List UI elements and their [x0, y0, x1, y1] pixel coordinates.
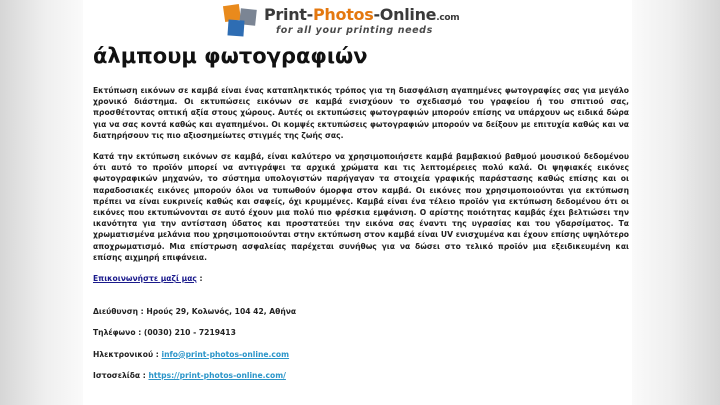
contact-heading	[93, 273, 629, 284]
email-label: Ηλεκτρονικού :	[93, 349, 162, 359]
photos-logo-icon	[218, 3, 262, 39]
logo-tagline: for all your printing needs	[276, 25, 433, 36]
contact-heading-colon: :	[196, 274, 203, 284]
logo-wordmark	[264, 5, 459, 24]
contact-us-link[interactable]: Επικοινωνήστε μαζί μας	[93, 274, 197, 284]
page-title: άλμπουμ φωτογραφιών	[93, 44, 368, 68]
address-value: Ηρούς 29, Κολωνός, 104 42, Αθήνα	[146, 307, 297, 317]
left-gray-band	[0, 0, 83, 405]
intro-paragraph: Εκτύπωση εικόνων σε καμβά είναι ένας καταπληκτικός τρόπος για τη διασφάλιση αγαπημένες φωτογραφίες σας για μεγάλο χρονικό διάστημα. Οι εκτυπώσεις εικόνων σε καμβά ενισχύουν το σχεδιασμό του γραφείου ή του σπιτιού σας, προσθέτοντας οπτική αξία στους χώρους. Αυτές οι εκτυπώσεις φωτογραφιών μπορούν επίσης να υπάρχουν ως ειδικά δώρα για να σας κοντά καθώς και αγαπημένοι. Οι κομψές εκτυπώσεις φωτογραφιών μπορούν να δείξουν με επιτυχία καθώς και να διατηρήσουν τις πιο αξιοσημείωτες στιγμές της ζωής σας.	[93, 86, 629, 140]
email-line	[93, 349, 629, 360]
phone-value: (0030) 210 - 7219413	[143, 328, 236, 338]
main-content	[93, 85, 629, 391]
email-link[interactable]: info@print-photos-online.com	[161, 349, 290, 359]
right-gray-band	[632, 0, 720, 405]
phone-line	[93, 327, 629, 338]
logo-text-tld: .com	[436, 13, 460, 23]
details-paragraph: Κατά την εκτύπωση εικόνων σε καμβά, είναι καλύτερο να χρησιμοποιήσετε καμβά βαμβακιού βαθμού μουσικού δεδομένου ότι αυτό το προϊόν μπορεί να αντιγράψει τα αρχικά χρώματα και τις λεπτομέρειες πολύ καλά. Οι ψηφιακές εικόνες φωτογραφικών μηχανών, το σύστημα υπολογιστών παρήγαγαν τα στοιχεία γραφικής παράστασης καθώς επίσης και οι παραδοσιακές εικόνες μπορούν όλοι να τυπωθούν όμορφα στον καμβά. Οι εικόνες που χρησιμοποιούνται για εκτύπωση πρέπει να είναι ευκρινείς καθώς και σαφείς, όχι κρυμμένες. Καμβά είναι ένα τέλειο προϊόν για εκτύπωση δεδομένου ότι οι εικόνες που εκτυπώνονται σε αυτό έχουν μια πολύ πιο φρέσκια εμφάνιση. Ο αρίστης ποιότητας καμβάς έχει βελτιώσει την ικανότητα για την αντίσταση ύδατος και προστατεύει την εικόνα σας έναντι της υγρασίας και του γδαρσίματος. Τα χρωματισμένα μελάνια που χρησιμοποιούνται στην εκτύπωση στον καμβά είναι UV ενισχυμένα και έχουν επίσης υψηλότερο αποχρωματισμό. Μια επίστρωση ασφαλείας παρέχεται συνήθως για να δώσει στο τελικό προϊόν μια εξειδικευμένη και επίσης αιχμηρή επιφάνεια.	[93, 152, 629, 262]
logo-text-online: -Online	[373, 5, 437, 24]
address-label: Διεύθυνση :	[93, 307, 147, 317]
website-label: Ιστοσελίδα :	[93, 370, 149, 380]
website-line	[93, 370, 629, 381]
website-link[interactable]: https://print-photos-online.com/	[148, 370, 286, 380]
phone-label: Τηλέφωνο :	[93, 328, 144, 338]
logo-text-photos: Photos	[312, 5, 374, 24]
address-line	[93, 306, 629, 317]
site-logo[interactable]	[218, 3, 460, 39]
logo-text-print: Print-	[264, 5, 313, 24]
